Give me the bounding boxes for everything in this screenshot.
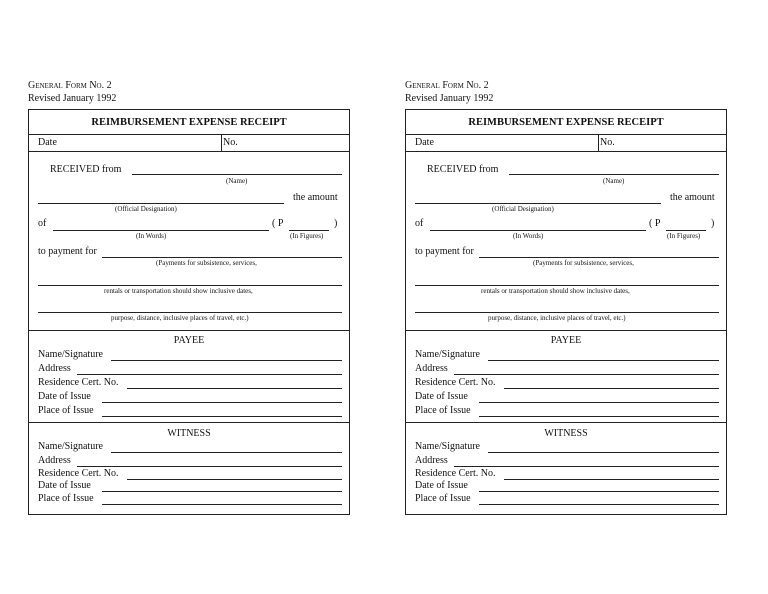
designation-line[interactable] — [38, 203, 284, 204]
witness-place-of-issue-label: Place of Issue — [38, 493, 94, 504]
form-title: REIMBURSEMENT EXPENSE RECEIPT — [468, 117, 664, 128]
payee-date-of-issue-line[interactable] — [479, 402, 719, 403]
payment-for-line-2[interactable] — [38, 285, 342, 286]
divider — [406, 134, 726, 135]
to-payment-for-label: to payment for — [38, 246, 97, 257]
witness-residence-cert-line[interactable] — [504, 479, 719, 480]
witness-name-line[interactable] — [111, 452, 342, 453]
receipt-box — [405, 109, 727, 515]
divider — [406, 330, 726, 331]
payee-residence-cert-line[interactable] — [127, 388, 342, 389]
witness-place-of-issue-line[interactable] — [479, 504, 719, 505]
name-caption: (Name) — [226, 177, 248, 185]
witness-name-label: Name/Signature — [415, 441, 480, 452]
received-from-label: RECEIVED from — [427, 164, 499, 175]
no-label: No. — [600, 137, 615, 148]
amount-in-figures-line[interactable] — [666, 230, 706, 231]
expense-receipt-form — [405, 0, 727, 594]
witness-date-of-issue-label: Date of Issue — [38, 480, 91, 491]
payee-residence-cert-label: Residence Cert. No. — [38, 377, 119, 388]
divider — [29, 151, 349, 152]
payee-name-line[interactable] — [111, 360, 342, 361]
amount-in-words-line[interactable] — [430, 230, 646, 231]
witness-address-line[interactable] — [454, 466, 719, 467]
payee-address-label: Address — [415, 363, 448, 374]
in-figures-caption: (In Figures) — [290, 232, 324, 240]
witness-address-label: Address — [415, 455, 448, 466]
form-title: REIMBURSEMENT EXPENSE RECEIPT — [91, 117, 287, 128]
payment-for-line-3[interactable] — [415, 312, 719, 313]
payee-date-of-issue-label: Date of Issue — [38, 391, 91, 402]
official-designation-caption: (Official Designation) — [115, 205, 177, 213]
witness-date-of-issue-line[interactable] — [479, 491, 719, 492]
payee-residence-cert-line[interactable] — [504, 388, 719, 389]
divider — [221, 134, 222, 151]
of-label: of — [38, 218, 47, 229]
payments-caption-3: purpose, distance, inclusive places of travel, etc.) — [488, 314, 626, 322]
name-caption: (Name) — [603, 177, 625, 185]
date-label: Date — [415, 137, 434, 148]
peso-open: ( P — [649, 218, 661, 229]
divider — [406, 422, 726, 423]
payment-for-line-3[interactable] — [38, 312, 342, 313]
peso-close: ) — [711, 218, 715, 229]
payments-caption-2: rentals or transportation should show inclusive dates, — [104, 287, 253, 295]
witness-residence-cert-label: Residence Cert. No. — [38, 468, 119, 479]
witness-heading: WITNESS — [544, 428, 588, 439]
revision-date: Revised January 1992 — [28, 93, 117, 104]
designation-line[interactable] — [415, 203, 661, 204]
the-amount-label: the amount — [293, 192, 338, 203]
witness-name-label: Name/Signature — [38, 441, 103, 452]
witness-residence-cert-label: Residence Cert. No. — [415, 468, 496, 479]
payee-date-of-issue-line[interactable] — [102, 402, 342, 403]
payee-name-label: Name/Signature — [38, 349, 103, 360]
peso-open: ( P — [272, 218, 284, 229]
divider — [29, 422, 349, 423]
divider — [598, 134, 599, 151]
divider — [406, 151, 726, 152]
witness-place-of-issue-label: Place of Issue — [415, 493, 471, 504]
amount-in-figures-line[interactable] — [289, 230, 329, 231]
date-label: Date — [38, 137, 57, 148]
payee-address-line[interactable] — [77, 374, 342, 375]
witness-place-of-issue-line[interactable] — [102, 504, 342, 505]
form-number: General Form No. 2 — [405, 80, 489, 91]
payee-place-of-issue-line[interactable] — [102, 416, 342, 417]
the-amount-label: the amount — [670, 192, 715, 203]
payments-caption-1: (Payments for subsistence, services, — [156, 259, 257, 267]
witness-date-of-issue-line[interactable] — [102, 491, 342, 492]
divider — [29, 330, 349, 331]
received-from-label: RECEIVED from — [50, 164, 122, 175]
expense-receipt-form — [28, 0, 350, 594]
in-figures-caption: (In Figures) — [667, 232, 701, 240]
peso-close: ) — [334, 218, 338, 229]
payee-name-label: Name/Signature — [415, 349, 480, 360]
payments-caption-2: rentals or transportation should show inclusive dates, — [481, 287, 630, 295]
payee-date-of-issue-label: Date of Issue — [415, 391, 468, 402]
received-from-line[interactable] — [132, 174, 342, 175]
payment-for-line-1[interactable] — [479, 257, 719, 258]
witness-name-line[interactable] — [488, 452, 719, 453]
payee-heading: PAYEE — [173, 335, 205, 346]
witness-address-label: Address — [38, 455, 71, 466]
payee-heading: PAYEE — [550, 335, 582, 346]
payee-address-line[interactable] — [454, 374, 719, 375]
to-payment-for-label: to payment for — [415, 246, 474, 257]
payee-name-line[interactable] — [488, 360, 719, 361]
of-label: of — [415, 218, 424, 229]
receipt-box — [28, 109, 350, 515]
in-words-caption: (In Words) — [513, 232, 544, 240]
witness-residence-cert-line[interactable] — [127, 479, 342, 480]
form-number: General Form No. 2 — [28, 80, 112, 91]
revision-date: Revised January 1992 — [405, 93, 494, 104]
in-words-caption: (In Words) — [136, 232, 167, 240]
divider — [29, 134, 349, 135]
no-label: No. — [223, 137, 238, 148]
official-designation-caption: (Official Designation) — [492, 205, 554, 213]
payee-place-of-issue-label: Place of Issue — [38, 405, 94, 416]
witness-address-line[interactable] — [77, 466, 342, 467]
witness-date-of-issue-label: Date of Issue — [415, 480, 468, 491]
payee-residence-cert-label: Residence Cert. No. — [415, 377, 496, 388]
payment-for-line-2[interactable] — [415, 285, 719, 286]
payments-caption-3: purpose, distance, inclusive places of travel, etc.) — [111, 314, 249, 322]
payee-place-of-issue-line[interactable] — [479, 416, 719, 417]
witness-heading: WITNESS — [167, 428, 211, 439]
payment-for-line-1[interactable] — [102, 257, 342, 258]
amount-in-words-line[interactable] — [53, 230, 269, 231]
payments-caption-1: (Payments for subsistence, services, — [533, 259, 634, 267]
received-from-line[interactable] — [509, 174, 719, 175]
payee-place-of-issue-label: Place of Issue — [415, 405, 471, 416]
payee-address-label: Address — [38, 363, 71, 374]
